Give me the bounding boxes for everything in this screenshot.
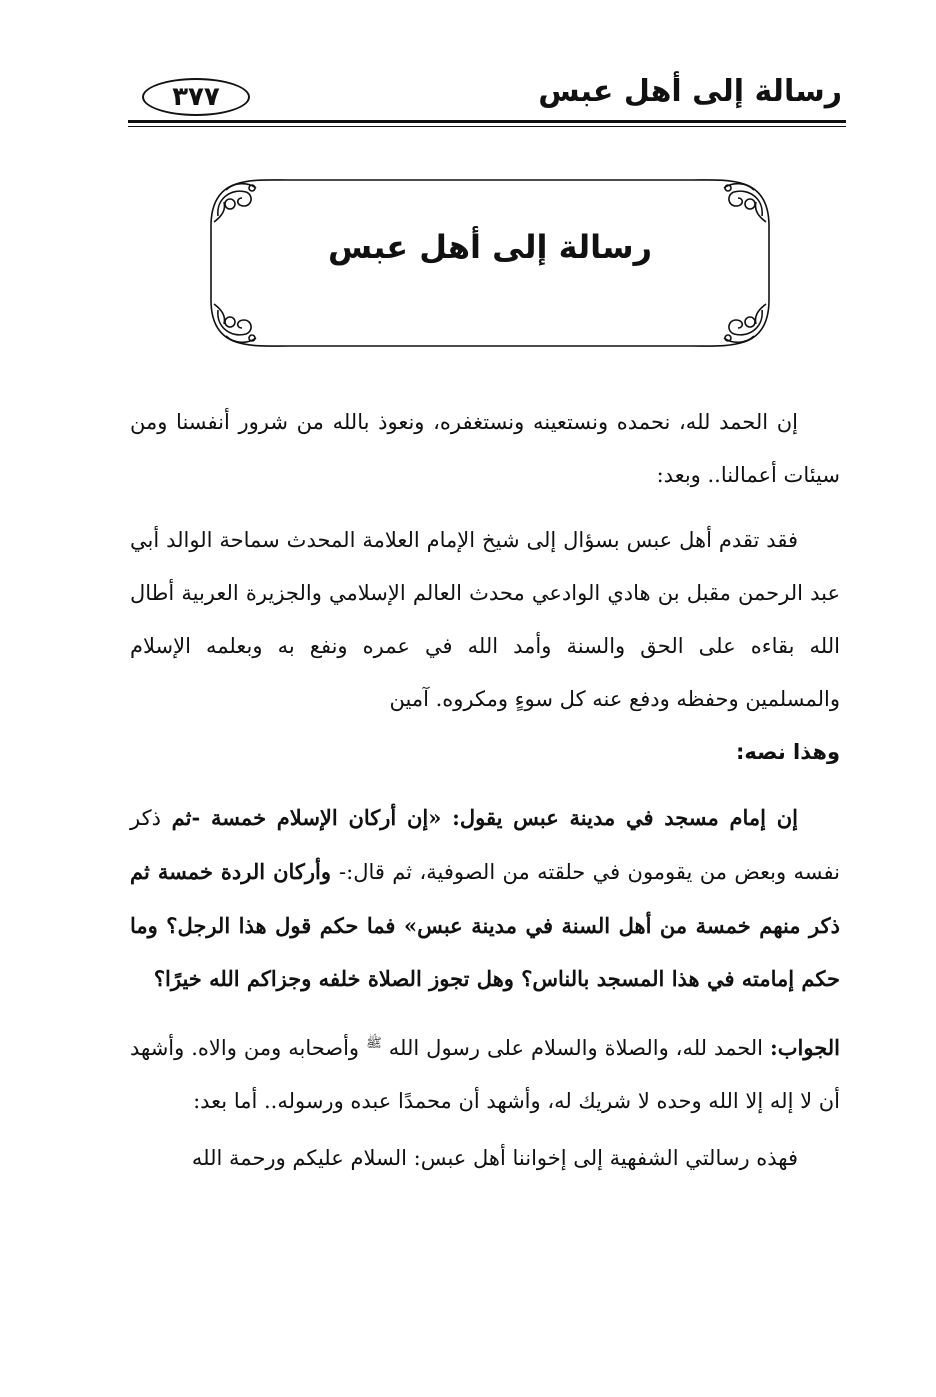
page-number: ٣٧٧ [172, 82, 220, 112]
header-rule-thick [128, 120, 846, 123]
introduction-paragraph: فقد تقدم أهل عبس بسؤال إلى شيخ الإمام العلامة المحدث سماحة الوالد أبي عبد الرحمن مقبل بن هادي الوادعي محدث العالم الإسلامي والجزيرة العربية أطال الله بقاءه على الحق والسنة وأمد الله في عمره ونفع به وبعلمه الإسلام والمسلمين وحفظه ودفع عنه كل سوءٍ ومكروه. آمين [130, 528, 840, 711]
answer-paragraph [130, 1017, 840, 1128]
page-number-oval [142, 78, 250, 116]
title-frame [208, 176, 772, 356]
opening-paragraph: إن الحمد لله، نحمده ونستعينه ونستغفره، ونعوذ بالله من شرور أنفسنا ومن سيئات أعمالنا.. وبعد: [130, 410, 840, 487]
answer-part-2: وأصحابه ومن والاه. وأشهد أن لا إله إلا الله وحده لا شريك له، وأشهد أن محمدًا عبده ورسوله.. أما بعد: [130, 1036, 840, 1113]
closing-paragraph: فهذه رسالتي الشفهية إلى إخواننا أهل عبس: السلام عليكم ورحمة الله [191, 1146, 798, 1170]
question-part-3: وأركان الردة خمسة ثم ذكر منهم خمسة من أهل السنة في مدينة عبس» فما حكم قول هذا الرجل؟ وما حكم إمامته في هذا المسجد بالناس؟ وهل تجوز الصلاة خلفه وجزاكم الله خيرًا؟ [130, 859, 840, 991]
body-text [130, 396, 840, 1185]
header-rule-thin [128, 126, 846, 127]
text-label: وهذا نصه: [736, 740, 840, 764]
question-part-1: إن إمام مسجد في مدينة عبس يقول: «إن أركان الإسلام خمسة -ثم [171, 805, 798, 830]
chapter-title: رسالة إلى أهل عبس [328, 228, 652, 266]
running-title: رسالة إلى أهل عبس [538, 74, 842, 109]
question-part-2: ذكر نفسه وبعض من يقومون في حلقته من الصوفية، ثم قال:- [130, 806, 840, 884]
running-header [128, 70, 846, 130]
answer-part-1: الحمد لله، والصلاة والسلام على رسول الله [388, 1036, 763, 1060]
ornament-frame-icon [208, 176, 772, 356]
honorific-icon: ﷺ [366, 1036, 382, 1051]
answer-label: الجواب: [769, 1035, 840, 1060]
question-paragraph [130, 791, 840, 1005]
